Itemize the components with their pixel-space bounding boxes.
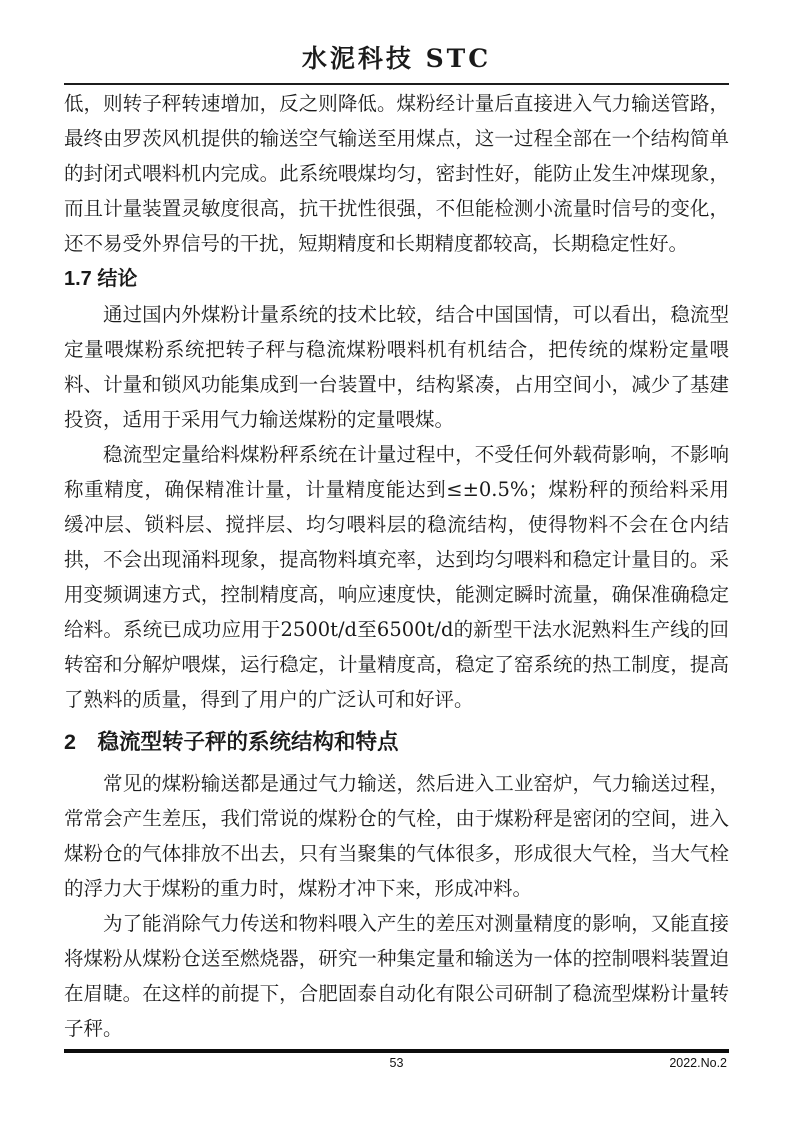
- heading-1-7-conclusion: 1.7 结论: [64, 268, 138, 290]
- footer-row: [64, 1056, 729, 1070]
- journal-title: 水泥科技 STC: [301, 44, 492, 73]
- paragraph-continuation: 低，则转子秤转速增加，反之则降低。煤粉经计量后直接进入气力输送管路，最终由罗茨风机提供的输送空气输送至用煤点，这一过程全部在一个结构简单的封闭式喂料机内完成。此系统喂煤均匀，密封性好，能防止发生冲煤现象，而且计量装置灵敏度很高，抗干扰性很强，不但能检测小流量时信号的变化，还不易受外界信号的干扰，短期精度和长期精度都较高，长期稳定性好。: [64, 92, 729, 255]
- footer-rule: [64, 1049, 729, 1053]
- paragraph-section2-2: 为了能消除气力传送和物料喂入产生的差压对测量精度的影响，又能直接将煤粉从煤粉仓送至燃烧器，研究一种集定量和输送为一体的控制喂料装置迫在眉睫。在这样的前提下，合肥固泰自动化有限公司研制了稳流型煤粉计量转子秤。: [64, 912, 729, 1040]
- page-content: [64, 0, 729, 1046]
- paragraph-conclusion-2: 稳流型定量给料煤粉秤系统在计量过程中，不受任何外载荷影响，不影响称重精度，确保精准计量，计量精度能达到≤±0.5%；煤粉秤的预给料采用缓冲层、锁料层、搅拌层、均匀喂料层的稳流结构，使得物料不会在仓内结拱，不会出现涌料现象，提高物料填充率，达到均匀喂料和稳定计量目的。采用变频调速方式，控制精度高，响应速度快，能测定瞬时流量，确保准确稳定给料。系统已成功应用于2500t/d至6500t/d的新型干法水泥熟料生产线的回转窑和分解炉喂煤，运行稳定，计量精度高，稳定了窑系统的热工制度，提高了熟料的质量，得到了用户的广泛认可和好评。: [64, 443, 729, 711]
- page-number: 53: [389, 1056, 404, 1070]
- issue-label: 2022.No.2: [669, 1056, 727, 1070]
- page-footer: [64, 1049, 729, 1070]
- paragraph-section2-1: 常见的煤粉输送都是通过气力输送，然后进入工业窑炉，气力输送过程，常常会产生差压，我们常说的煤粉仓的气栓，由于煤粉秤是密闭的空间，进入煤粉仓的气体排放不出去，只有当聚集的气体很多，形成很大气栓，当大气栓的浮力大于煤粉的重力时，煤粉才冲下来，形成冲料。: [64, 772, 729, 900]
- body-text: [64, 85, 729, 1046]
- paragraph-conclusion-1: 通过国内外煤粉计量系统的技术比较，结合中国国情，可以看出，稳流型定量喂煤粉系统把转子秤与稳流煤粉喂料机有机结合，把传统的煤粉定量喂料、计量和锁风功能集成到一台装置中，结构紧凑，占用空间小，减少了基建投资，适用于采用气力输送煤粉的定量喂煤。: [64, 303, 729, 431]
- heading-section-2: 2 稳流型转子秤的系统结构和特点: [64, 730, 399, 754]
